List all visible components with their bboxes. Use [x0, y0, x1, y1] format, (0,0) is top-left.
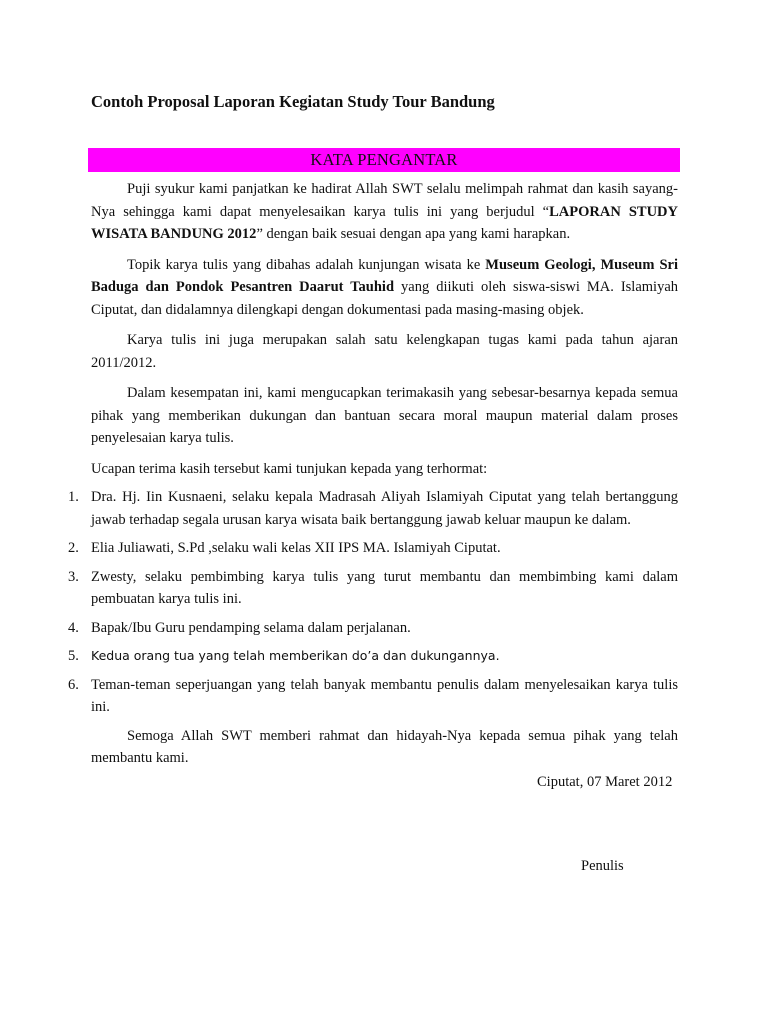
list-item-number: 6.: [68, 676, 79, 693]
paragraph-topic-text-end: yang diikuti oleh siswa-siswi MA. Islamiyah Ciputat, dan didalamnya dilengkapi dengan dokumentasi pada masing-masing objek.: [91, 279, 679, 318]
list-item: [68, 566, 678, 611]
list-item-text: Elia Juliawati, S.Pd ,selaku wali kelas XII IPS MA. Islamiyah Ciputat.: [91, 540, 501, 556]
section-heading: KATA PENGANTAR: [310, 150, 458, 169]
list-item-number: 5.: [68, 648, 79, 664]
list-item-text: Kedua orang tua yang telah memberikan do’a dan dukungannya.: [91, 648, 500, 663]
paragraph-thanks: Dalam kesempatan ini, kami mengucapkan terimakasih yang sebesar-besarnya kepada semua pihak yang memberikan dukungan dan bantuan secara moral maupun material dalam proses penyelesaian karya tulis.: [91, 385, 678, 446]
list-item-text: Teman-teman seperjuangan yang telah banyak membantu penulis dalam menyelesaikan karya tulis ini.: [91, 676, 678, 715]
signer: Penulis: [581, 858, 624, 874]
list-item-text: Dra. Hj. Iin Kusnaeni, selaku kepala Madrasah Aliyah Islamiyah Ciputat yang telah bertanggung jawab terhadap segala urusan karya wisata baik bertanggung jawab keluar maupun ke dalam.: [91, 489, 678, 528]
document-body: [68, 178, 679, 770]
list-item: [68, 537, 678, 560]
paragraph-purpose: Karya tulis ini juga merupakan salah satu kelengkapan tugas kami pada tahun ajaran 2011/2012.: [91, 332, 678, 371]
section-heading-bar: [88, 148, 680, 172]
paragraph-intro-bold: LAPORAN STUDY WISATA BANDUNG 2012: [91, 203, 678, 242]
paragraph-intro-text: Puji syukur kami panjatkan ke hadirat Allah SWT selalu melimpah rahmat dan kasih sayang-Nya sehingga kami dapat menyelesaikan karya tulis ini yang berjudul “: [91, 181, 678, 220]
list-item: [68, 486, 678, 531]
list-item-number: 3.: [68, 568, 79, 585]
list-item-text: Bapak/Ibu Guru pendamping selama dalam perjalanan.: [91, 619, 411, 636]
paragraph-topic: [91, 254, 678, 322]
list-item: [68, 674, 678, 719]
list-item-number: 4.: [68, 619, 79, 636]
list-item: [68, 645, 678, 668]
list-item-number: 1.: [68, 489, 79, 505]
paragraph-intro-text-end: ” dengan baik sesuai dengan apa yang kami harapkan.: [256, 226, 571, 242]
paragraph-topic-bold: Museum Geologi, Museum Sri Baduga dan Pondok Pesantren Daarut Tauhid: [91, 256, 678, 295]
paragraph-topic-text: Topik karya tulis yang dibahas adalah kunjungan wisata ke: [127, 256, 486, 273]
thanks-list: [68, 486, 678, 719]
document-title: Contoh Proposal Laporan Kegiatan Study Tour Bandung: [91, 92, 495, 111]
paragraph-thanks-intro: Ucapan terima kasih tersebut kami tunjukan kepada yang terhormat:: [91, 460, 488, 477]
paragraph-closing: Semoga Allah SWT memberi rahmat dan hidayah-Nya kepada semua pihak yang telah membantu kami.: [91, 727, 678, 766]
list-item-text: Zwesty, selaku pembimbing karya tulis yang turut membantu dan membimbing kami dalam pembuatan karya tulis ini.: [91, 568, 678, 607]
list-item: [68, 617, 678, 640]
place-date: Ciputat, 07 Maret 2012: [537, 774, 673, 790]
paragraph-intro: [91, 178, 678, 246]
list-item-number: 2.: [68, 540, 79, 556]
